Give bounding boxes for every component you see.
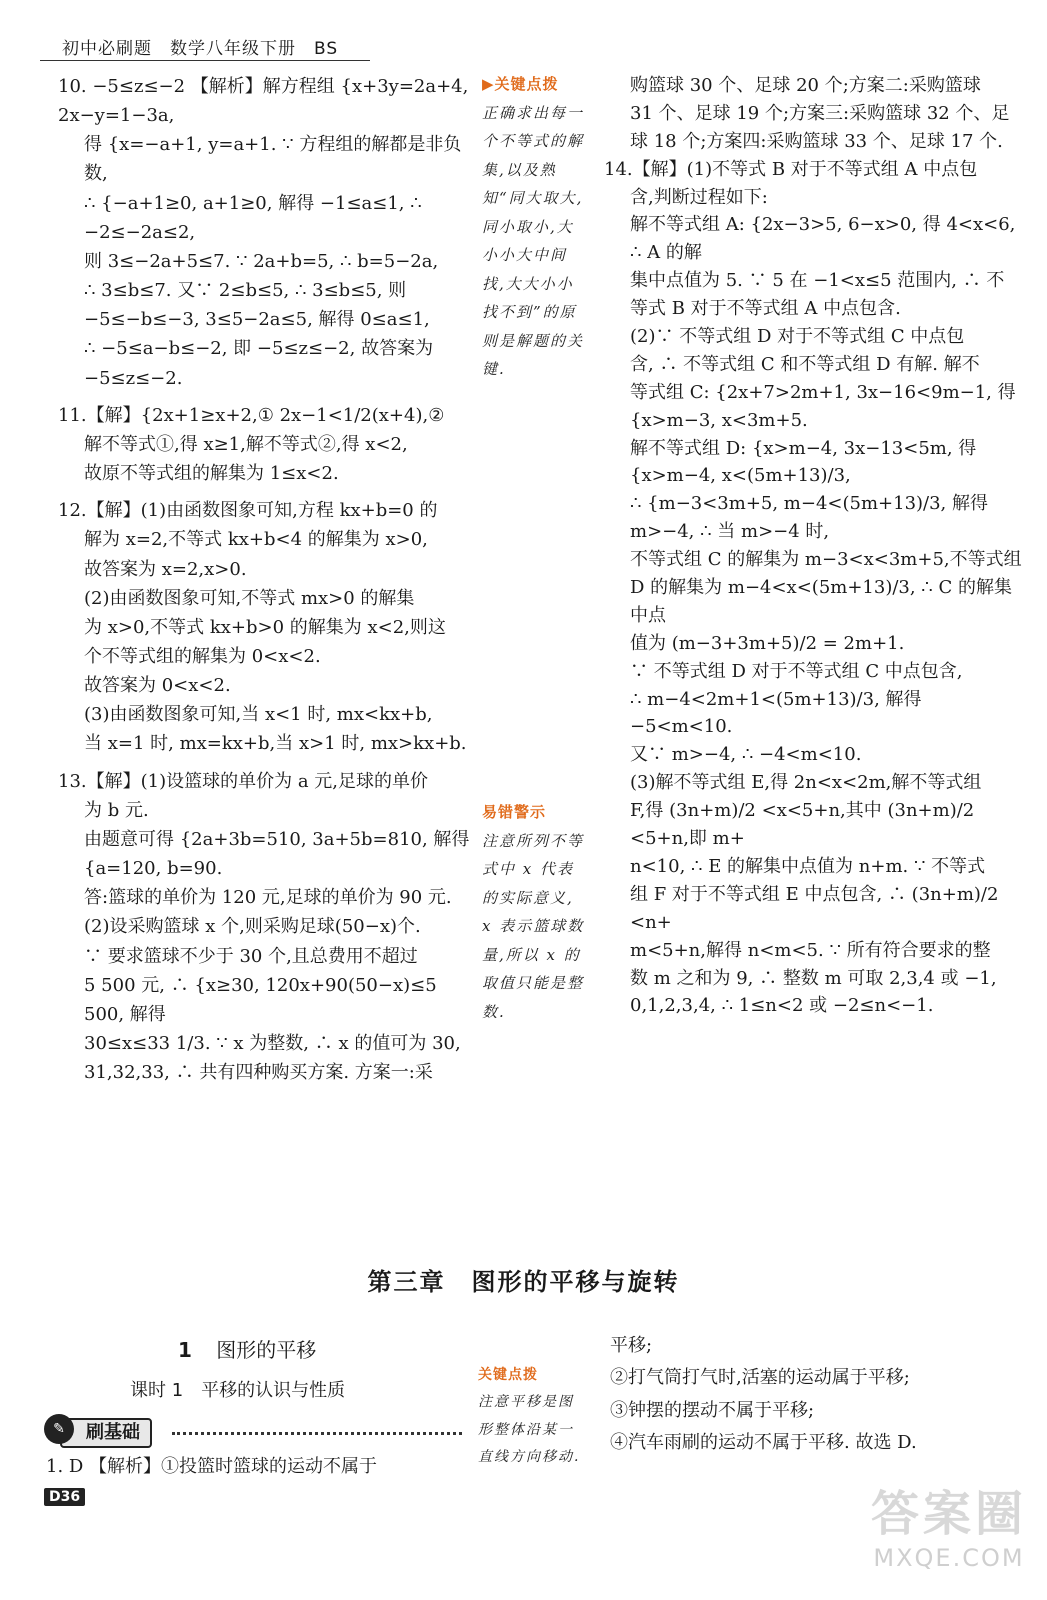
question-12 <box>58 496 478 758</box>
right-column <box>604 72 1024 1020</box>
text-line: D 的解集为 m−4<x<(5m+13)/3, ∴ C 的解集中点 <box>630 577 1012 626</box>
text-line: 故原不等式组的解集为 1≤x<2. <box>84 463 339 485</box>
header-rule <box>40 60 370 61</box>
text-line: ③钟摆的摆动不属于平移; <box>610 1399 815 1421</box>
text-line: (2)由函数图象可知,不等式 mx>0 的解集 <box>84 587 415 609</box>
text-line: 值为 (m−3+3m+5)/2 = 2m+1. <box>630 632 905 654</box>
tip-text: 注意平移是图形整体沿某一直线方向移动. <box>478 1394 581 1465</box>
text-line: 12.【解】(1)由函数图象可知,方程 kx+b=0 的 <box>58 500 438 522</box>
basic-practice-badge <box>44 1414 164 1446</box>
tip-text: 注意所列不等式中 x 代表的实际意义, x 表示篮球数量,所以 x 的取值只能是整数. <box>482 831 585 1021</box>
bottom-left-answer <box>46 1452 466 1481</box>
text-line: (2)∵ 不等式组 D 对于不等式组 C 中点包 <box>630 326 965 348</box>
text-line: 组 F 对于不等式组 E 中点包含, ∴ (3n+m)/2 <n+ <box>630 883 999 933</box>
text-line: 1. D 【解析】①投篮时篮球的运动不属于 <box>46 1456 378 1477</box>
text-line: ④汽车雨刷的运动不属于平移. 故选 D. <box>610 1432 917 1454</box>
text-line: 31,32,33, ∴ 共有四种购买方案. 方案一:采 <box>84 1062 433 1084</box>
watermark-logo-text: 答案圈 <box>870 1486 1027 1542</box>
watermark <box>871 1475 1027 1572</box>
text-line: 又∵ m>−4, ∴ −4<m<10. <box>630 744 862 766</box>
running-header: 初中必刷题 数学八年级下册 BS <box>62 39 339 59</box>
text-line: 当 x=1 时, mx=kx+b,当 x>1 时, mx>kx+b. <box>84 733 467 755</box>
text-line: 等式组 C: {2x+7>2m+1, 3x−16<9m−1, 得 {x>m−3, x<3m+5. <box>630 381 1016 431</box>
text-line: 解为 x=2,不等式 kx+b<4 的解集为 x>0, <box>84 529 428 551</box>
text-line: F,得 (3n+m)/2 <x<5+n,其中 (3n+m)/2 <5+n,即 m+ <box>630 800 975 850</box>
side-note-error-warning <box>482 798 590 1026</box>
text-line: n<10, ∴ E 的解集中点值为 n+m. ∵ 不等式 <box>630 855 986 877</box>
text-line: 解不等式①,得 x≥1,解不等式②,得 x<2, <box>84 433 408 455</box>
text-line: ∴ m−4<2m+1<(5m+13)/3, 解得 −5<m<10. <box>630 688 922 738</box>
lesson-heading: 课时 1 平移的认识与性质 <box>130 1380 346 1401</box>
section-heading <box>178 1334 316 1363</box>
text-line: 购篮球 30 个、足球 20 个;方案二:采购篮球 <box>630 75 981 96</box>
pencil-icon: ✎ <box>44 1414 74 1444</box>
text-line: ∴ {−a+1≥0, a+1≥0, 解得 −1≤a≤1, ∴ −2≤−2a≤2, <box>84 192 422 243</box>
text-line: −5≤z≤−2. <box>84 367 183 389</box>
text-line: (3)由函数图象可知,当 x<1 时, mx<kx+b, <box>84 704 433 726</box>
text-line: 数 m 之和为 9, ∴ 整数 m 可取 2,3,4 或 −1, <box>630 967 997 989</box>
text-line: ∵ 不等式组 D 对于不等式组 C 中点包含, <box>630 660 963 682</box>
chapter-title: 第三章 图形的平移与旋转 <box>367 1268 680 1296</box>
question-13 <box>58 767 478 1088</box>
text-line: 11.【解】{2x+1≥x+2,① 2x−1<1/2(x+4),② <box>58 404 445 426</box>
text-line: 集中点值为 5. ∵ 5 在 −1<x≤5 范围内, ∴ 不 <box>630 270 1005 292</box>
text-line: 31 个、足球 19 个;方案三:采购篮球 32 个、足 <box>630 102 1010 124</box>
text-line: 个不等式组的解集为 0<x<2. <box>84 645 321 667</box>
text-line: 为 x>0,不等式 kx+b>0 的解集为 x<2,则这 <box>84 616 446 638</box>
text-line: 平移; <box>610 1335 653 1356</box>
text-line: 5 500 元, ∴ {x≥30, 120x+90(50−x)≤5 500, 解得 <box>84 974 437 1025</box>
text-line: ∴ 3≤b≤7. 又∵ 2≤b≤5, ∴ 3≤b≤5, 则 <box>84 280 407 302</box>
tip-tag: 关键点拨 <box>478 1367 538 1383</box>
badge-label: 刷基础 <box>60 1418 152 1448</box>
text-line: 解不等式组 D: {x>m−4, 3x−13<5m, 得 {x>m−4, x<(5m+13)/3, <box>630 437 977 487</box>
section-number: 1 <box>178 1338 192 1362</box>
left-column <box>58 72 478 1087</box>
section-title: 图形的平移 <box>216 1338 317 1362</box>
watermark-url: MXQE.COM <box>873 1544 1025 1572</box>
text-line: 等式 B 对于不等式组 A 中点包含. <box>630 298 901 320</box>
question-10 <box>58 72 478 393</box>
text-line: 得 {x=−a+1, y=a+1. ∵ 方程组的解都是非负数, <box>84 134 462 185</box>
text-line: 答:篮球的单价为 120 元,足球的单价为 90 元. <box>84 887 452 909</box>
question-11 <box>58 401 478 488</box>
tip-tag: ▶关键点拨 <box>482 75 559 93</box>
text-line: 含, ∴ 不等式组 C 和不等式组 D 有解. 解不 <box>630 353 980 375</box>
text-line: ②打气筒打气时,活塞的运动属于平移; <box>610 1367 910 1389</box>
dotted-divider <box>172 1432 462 1435</box>
tip-text: 正确求出每一个不等式的解集,以及熟知“同大取大,同小取小,大小小大中间找,大大小小找不到”的原则是解题的关键. <box>482 103 585 378</box>
text-line: 14.【解】(1)不等式 B 对于不等式组 A 中点包 <box>604 158 978 180</box>
tip-tag: 易错警示 <box>482 803 547 821</box>
text-line: 解不等式组 A: {2x−3>5, 6−x>0, 得 4<x<6, ∴ A 的解 <box>630 214 1016 264</box>
text-line: 为 b 元. <box>84 799 149 821</box>
text-line: ∵ 要求篮球不少于 30 个,且总费用不超过 <box>84 945 418 967</box>
side-note-key-tip-2 <box>478 1362 582 1471</box>
text-line: 10. −5≤z≤−2 【解析】解方程组 {x+3y=2a+4, 2x−y=1−3a, <box>58 76 469 127</box>
text-line: 则 3≤−2a+5≤7. ∵ 2a+b=5, ∴ b=5−2a, <box>84 250 439 272</box>
text-line: 0,1,2,3,4, ∴ 1≤n<2 或 −2≤n<−1. <box>630 995 934 1017</box>
text-line: ∴ −5≤a−b≤−2, 即 −5≤z≤−2, 故答案为 <box>84 338 434 360</box>
bottom-right-answer <box>610 1330 1010 1460</box>
text-line: 13.【解】(1)设篮球的单价为 a 元,足球的单价 <box>58 770 429 792</box>
text-line: 30≤x≤33 1/3. ∵ x 为整数, ∴ x 的值可为 30, <box>84 1033 461 1054</box>
side-note-key-tip <box>482 70 590 384</box>
text-line: (2)设采购篮球 x 个,则采购足球(50−x)个. <box>84 916 421 938</box>
text-line: 由题意可得 {2a+3b=510, 3a+5b=810, 解得 {a=120, b=90. <box>84 828 470 880</box>
text-line: 故答案为 x=2,x>0. <box>84 558 247 580</box>
text-line: 球 18 个;方案四:采购篮球 33 个、足球 17 个. <box>630 130 1003 152</box>
text-line: 不等式组 C 的解集为 m−3<x<3m+5,不等式组 <box>630 549 1022 571</box>
text-line: ∴ {m−3<3m+5, m−4<(5m+13)/3, 解得 m>−4, ∴ 当 m>−4 时, <box>630 493 989 543</box>
text-line: 含,判断过程如下: <box>630 186 768 208</box>
page-number: D36 <box>44 1488 85 1506</box>
text-line: m<5+n,解得 n<m<5. ∵ 所有符合要求的整 <box>630 939 991 961</box>
text-line: −5≤−b≤−3, 3≤5−2a≤5, 解得 0≤a≤1, <box>84 309 430 331</box>
text-line: 故答案为 0<x<2. <box>84 675 231 697</box>
text-line: (3)解不等式组 E,得 2n<x<2m,解不等式组 <box>630 772 982 794</box>
